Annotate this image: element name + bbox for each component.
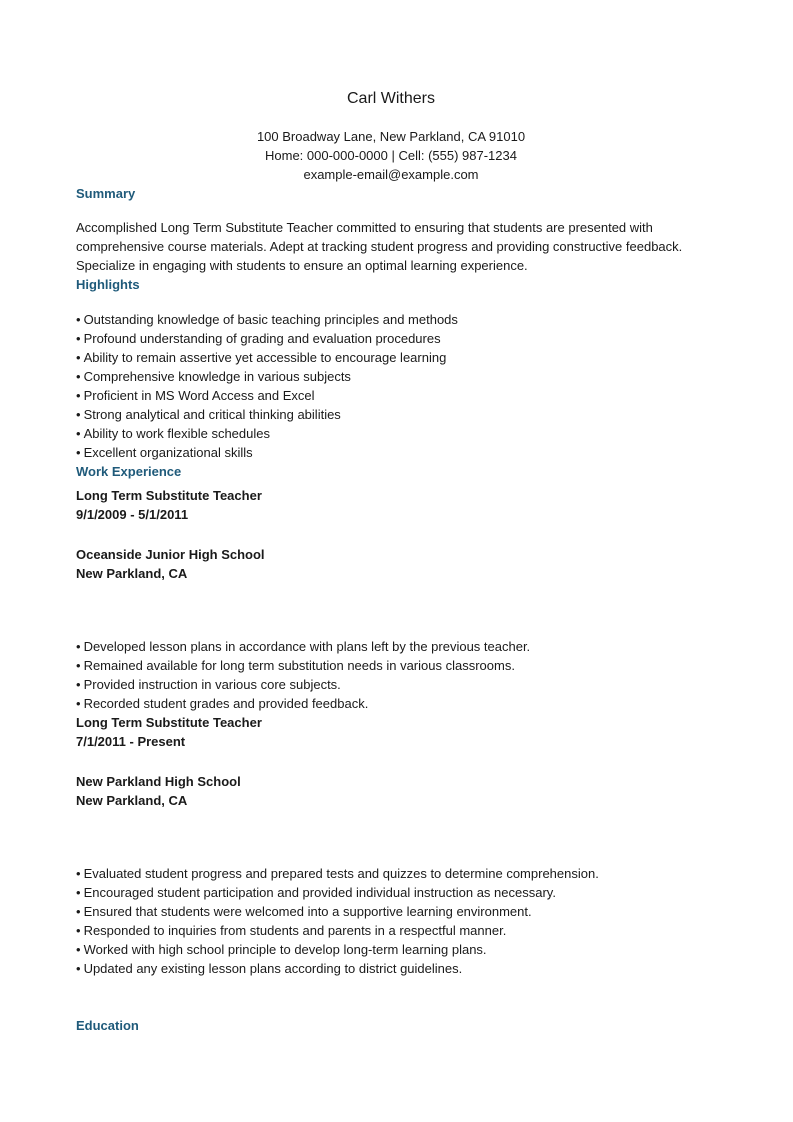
contact-block: [66, 127, 716, 184]
job-duty-item: • Updated any existing lesson plans according to district guidelines.: [76, 959, 716, 978]
highlight-item: • Ability to work flexible schedules: [76, 424, 716, 443]
highlight-item: • Comprehensive knowledge in various subjects: [76, 367, 716, 386]
summary-text: Accomplished Long Term Substitute Teacher committed to ensuring that students are presented with comprehensive course materials. Adept at tracking student progress and providing constructive feedback. Specialize in engaging with students to ensure an optimal learning experience.: [76, 220, 683, 273]
address-line: 100 Broadway Lane, New Parkland, CA 91010: [256, 129, 526, 144]
work-experience-heading: Work Experience: [76, 464, 182, 479]
job-dates: 9/1/2009 - 5/1/2011: [76, 507, 189, 522]
highlight-item: • Outstanding knowledge of basic teaching principles and methods: [76, 310, 716, 329]
job-duty-item: • Developed lesson plans in accordance with plans left by the previous teacher.: [76, 637, 716, 656]
highlight-item: • Proficient in MS Word Access and Excel: [76, 386, 716, 405]
job-title: Long Term Substitute Teacher: [76, 488, 262, 503]
highlight-item: • Strong analytical and critical thinking abilities: [76, 405, 716, 424]
job-entry: [76, 713, 716, 978]
job-duty-item: • Remained available for long term substitution needs in various classrooms.: [76, 656, 716, 675]
highlight-item: • Profound understanding of grading and evaluation procedures: [76, 329, 716, 348]
job-duties-list: [76, 864, 716, 978]
job-location: New Parkland, CA: [76, 566, 188, 581]
phone-line: Home: 000-000-0000 | Cell: (555) 987-1234: [265, 148, 517, 163]
job-duty-item: • Provided instruction in various core subjects.: [76, 675, 716, 694]
highlights-heading: Highlights: [76, 277, 140, 292]
job-duty-item: • Encouraged student participation and provided individual instruction as necessary.: [76, 883, 716, 902]
job-company: Oceanside Junior High School: [76, 547, 265, 562]
job-duty-item: • Ensured that students were welcomed into a supportive learning environment.: [76, 902, 716, 921]
job-duty-item: • Worked with high school principle to develop long-term learning plans.: [76, 940, 716, 959]
summary-heading: Summary: [76, 186, 136, 201]
highlight-item: • Excellent organizational skills: [76, 443, 716, 462]
highlights-list: [76, 310, 716, 462]
candidate-name: Carl Withers: [346, 90, 435, 107]
highlight-item: • Ability to remain assertive yet accessible to encourage learning: [76, 348, 716, 367]
resume-page: [76, 88, 716, 1035]
job-location: New Parkland, CA: [76, 793, 188, 808]
job-company: New Parkland High School: [76, 774, 241, 789]
job-entry: [76, 486, 716, 713]
job-dates: 7/1/2011 - Present: [76, 734, 186, 749]
job-duty-item: • Evaluated student progress and prepared tests and quizzes to determine comprehension.: [76, 864, 716, 883]
job-duty-item: • Responded to inquiries from students and parents in a respectful manner.: [76, 921, 716, 940]
job-title: Long Term Substitute Teacher: [76, 715, 262, 730]
job-duty-item: • Recorded student grades and provided feedback.: [76, 694, 716, 713]
email-line: example-email@example.com: [303, 167, 479, 182]
job-duties-list: [76, 637, 716, 713]
education-heading: Education: [76, 1018, 139, 1033]
